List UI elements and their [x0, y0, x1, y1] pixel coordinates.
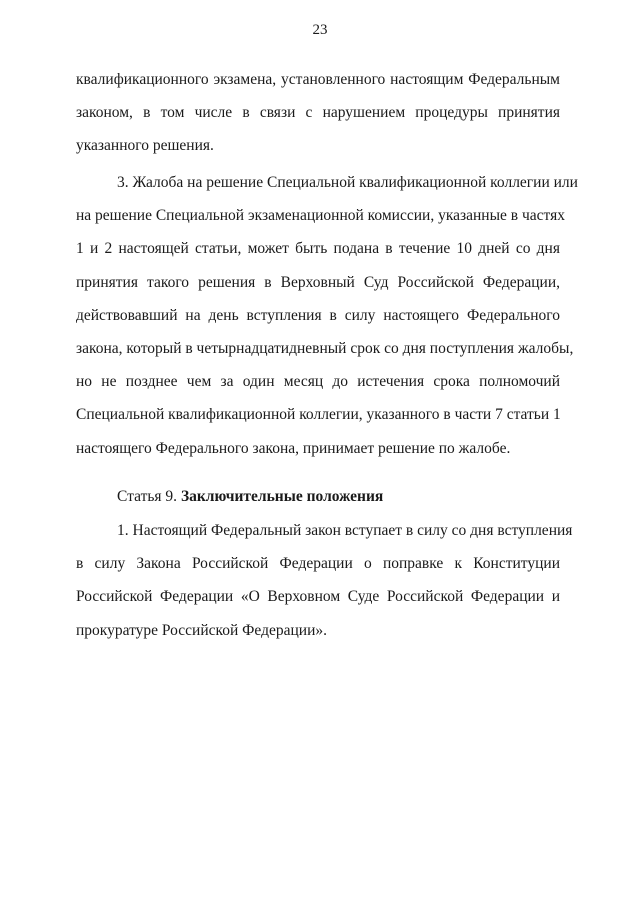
text-line: прокуратуре Российской Федерации». — [76, 621, 327, 639]
continuation-paragraph — [76, 63, 560, 163]
article-number: Статья 9. — [117, 488, 178, 505]
text-line: 1. Настоящий Федеральный закон вступает в силу со дня вступления — [117, 522, 573, 539]
text-line: законом, в том числе в связи с нарушением процедуры принятия — [76, 104, 560, 122]
article-heading-line — [76, 480, 560, 513]
text-line: настоящего Федерального закона, принимает решение по жалобе. — [76, 439, 511, 457]
paragraph-3 — [76, 166, 578, 465]
paragraph-1 — [76, 514, 573, 647]
text-line: Российской Федерации «О Верховном Суде Российской Федерации и — [76, 588, 560, 606]
text-line: в силу Закона Российской Федерации о поправке к Конституции — [76, 555, 560, 573]
text-line: действовавший на день вступления в силу настоящего Федерального — [76, 306, 560, 324]
text-line: 1 и 2 настоящей статьи, может быть подана в течение 10 дней со дня — [76, 240, 560, 258]
article-title: Заключительные положения — [180, 488, 384, 505]
text-line: на решение Специальной экзаменационной комиссии, указанные в частях — [76, 207, 565, 225]
page-number: 23 — [312, 22, 328, 38]
text-line: принятия такого решения в Верховный Суд Российской Федерации, — [76, 273, 560, 291]
text-line: Специальной квалификационной коллегии, указанного в части 7 статьи 1 — [76, 406, 561, 424]
text-line: 3. Жалоба на решение Специальной квалификационной коллегии или — [117, 174, 578, 191]
article-heading — [76, 480, 560, 513]
text-line: указанного решения. — [76, 137, 214, 155]
text-line: закона, который в четырнадцатидневный срок со дня поступления жалобы, — [76, 339, 574, 357]
text-line: квалификационного экзамена, установленного настоящим Федеральным — [76, 71, 560, 88]
text-line: но не позднее чем за один месяц до истечения срока полномочий — [76, 373, 560, 391]
